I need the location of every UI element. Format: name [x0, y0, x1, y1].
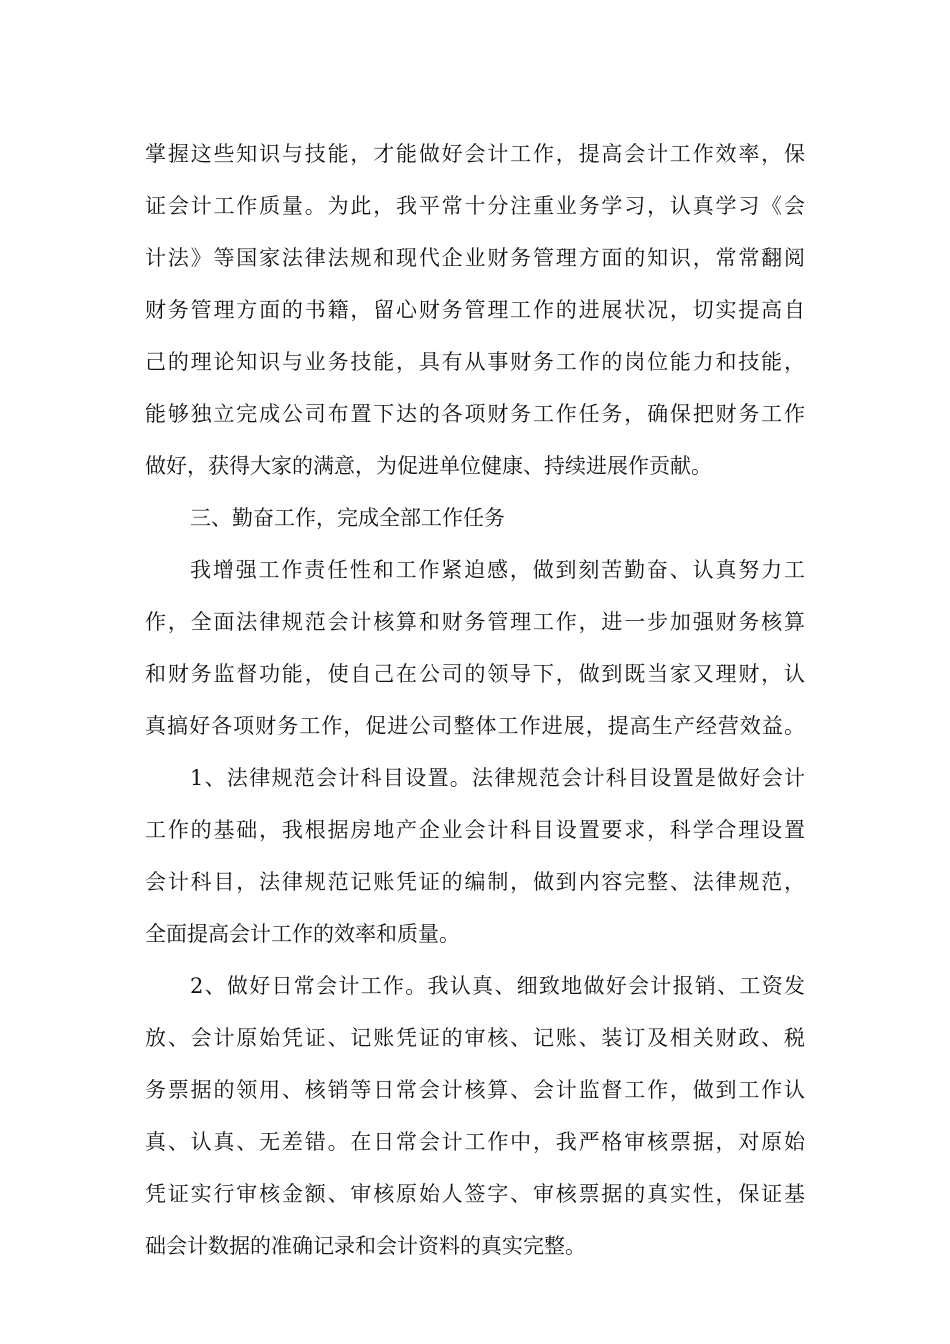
paragraph-4-line-1: 1、法律规范会计科目设置。法律规范会计科目设置是做好会计	[190, 766, 805, 790]
paragraph-5-line-5: 凭证实行审核金额、审核原始人签字、审核票据的真实性，保证基	[145, 1182, 805, 1206]
paragraph-1-line-3: 计法》等国家法律法规和现代企业财务管理方面的知识，常常翻阅	[145, 246, 805, 270]
paragraph-5-line-3: 务票据的领用、核销等日常会计核算、会计监督工作，做到工作认	[145, 1078, 805, 1102]
paragraph-5-line-1: 2、做好日常会计工作。我认真、细致地做好会计报销、工资发	[190, 974, 805, 998]
paragraph-3-line-4: 真搞好各项财务工作，促进公司整体工作进展，提高生产经营效益。	[145, 714, 805, 738]
paragraph-4-line-2: 工作的基础，我根据房地产企业会计科目设置要求，科学合理设置	[145, 818, 805, 842]
paragraph-1-line-5: 己的理论知识与业务技能，具有从事财务工作的岗位能力和技能，	[145, 350, 805, 374]
paragraph-1-line-7: 做好，获得大家的满意，为促进单位健康、持续进展作贡献。	[145, 454, 712, 478]
paragraph-1-line-4: 财务管理方面的书籍，留心财务管理工作的进展状况，切实提高自	[145, 298, 805, 322]
paragraph-5-line-6: 础会计数据的准确记录和会计资料的真实完整。	[145, 1234, 586, 1258]
paragraph-4-line-4: 全面提高会计工作的效率和质量。	[145, 922, 460, 946]
paragraph-1-line-6: 能够独立完成公司布置下达的各项财务工作任务，确保把财务工作	[145, 402, 805, 426]
paragraph-4-line-3: 会计科目，法律规范记账凭证的编制，做到内容完整、法律规范，	[145, 870, 805, 894]
paragraph-3-line-1: 我增强工作责任性和工作紧迫感，做到刻苦勤奋、认真努力工	[190, 558, 805, 582]
paragraph-5-line-4: 真、认真、无差错。在日常会计工作中，我严格审核票据，对原始	[145, 1130, 805, 1154]
paragraph-5-line-2: 放、会计原始凭证、记账凭证的审核、记账、装订及相关财政、税	[145, 1026, 805, 1050]
paragraph-1-line-1: 掌握这些知识与技能，才能做好会计工作，提高会计工作效率，保	[145, 142, 805, 166]
paragraph-3-line-3: 和财务监督功能，使自己在公司的领导下，做到既当家又理财，认	[145, 662, 805, 686]
paragraph-1-line-2: 证会计工作质量。为此，我平常十分注重业务学习，认真学习《会	[145, 194, 805, 218]
paragraph-3-line-2: 作，全面法律规范会计核算和财务管理工作，进一步加强财务核算	[145, 610, 805, 634]
section-heading: 三、勤奋工作，完成全部工作任务	[190, 506, 505, 530]
